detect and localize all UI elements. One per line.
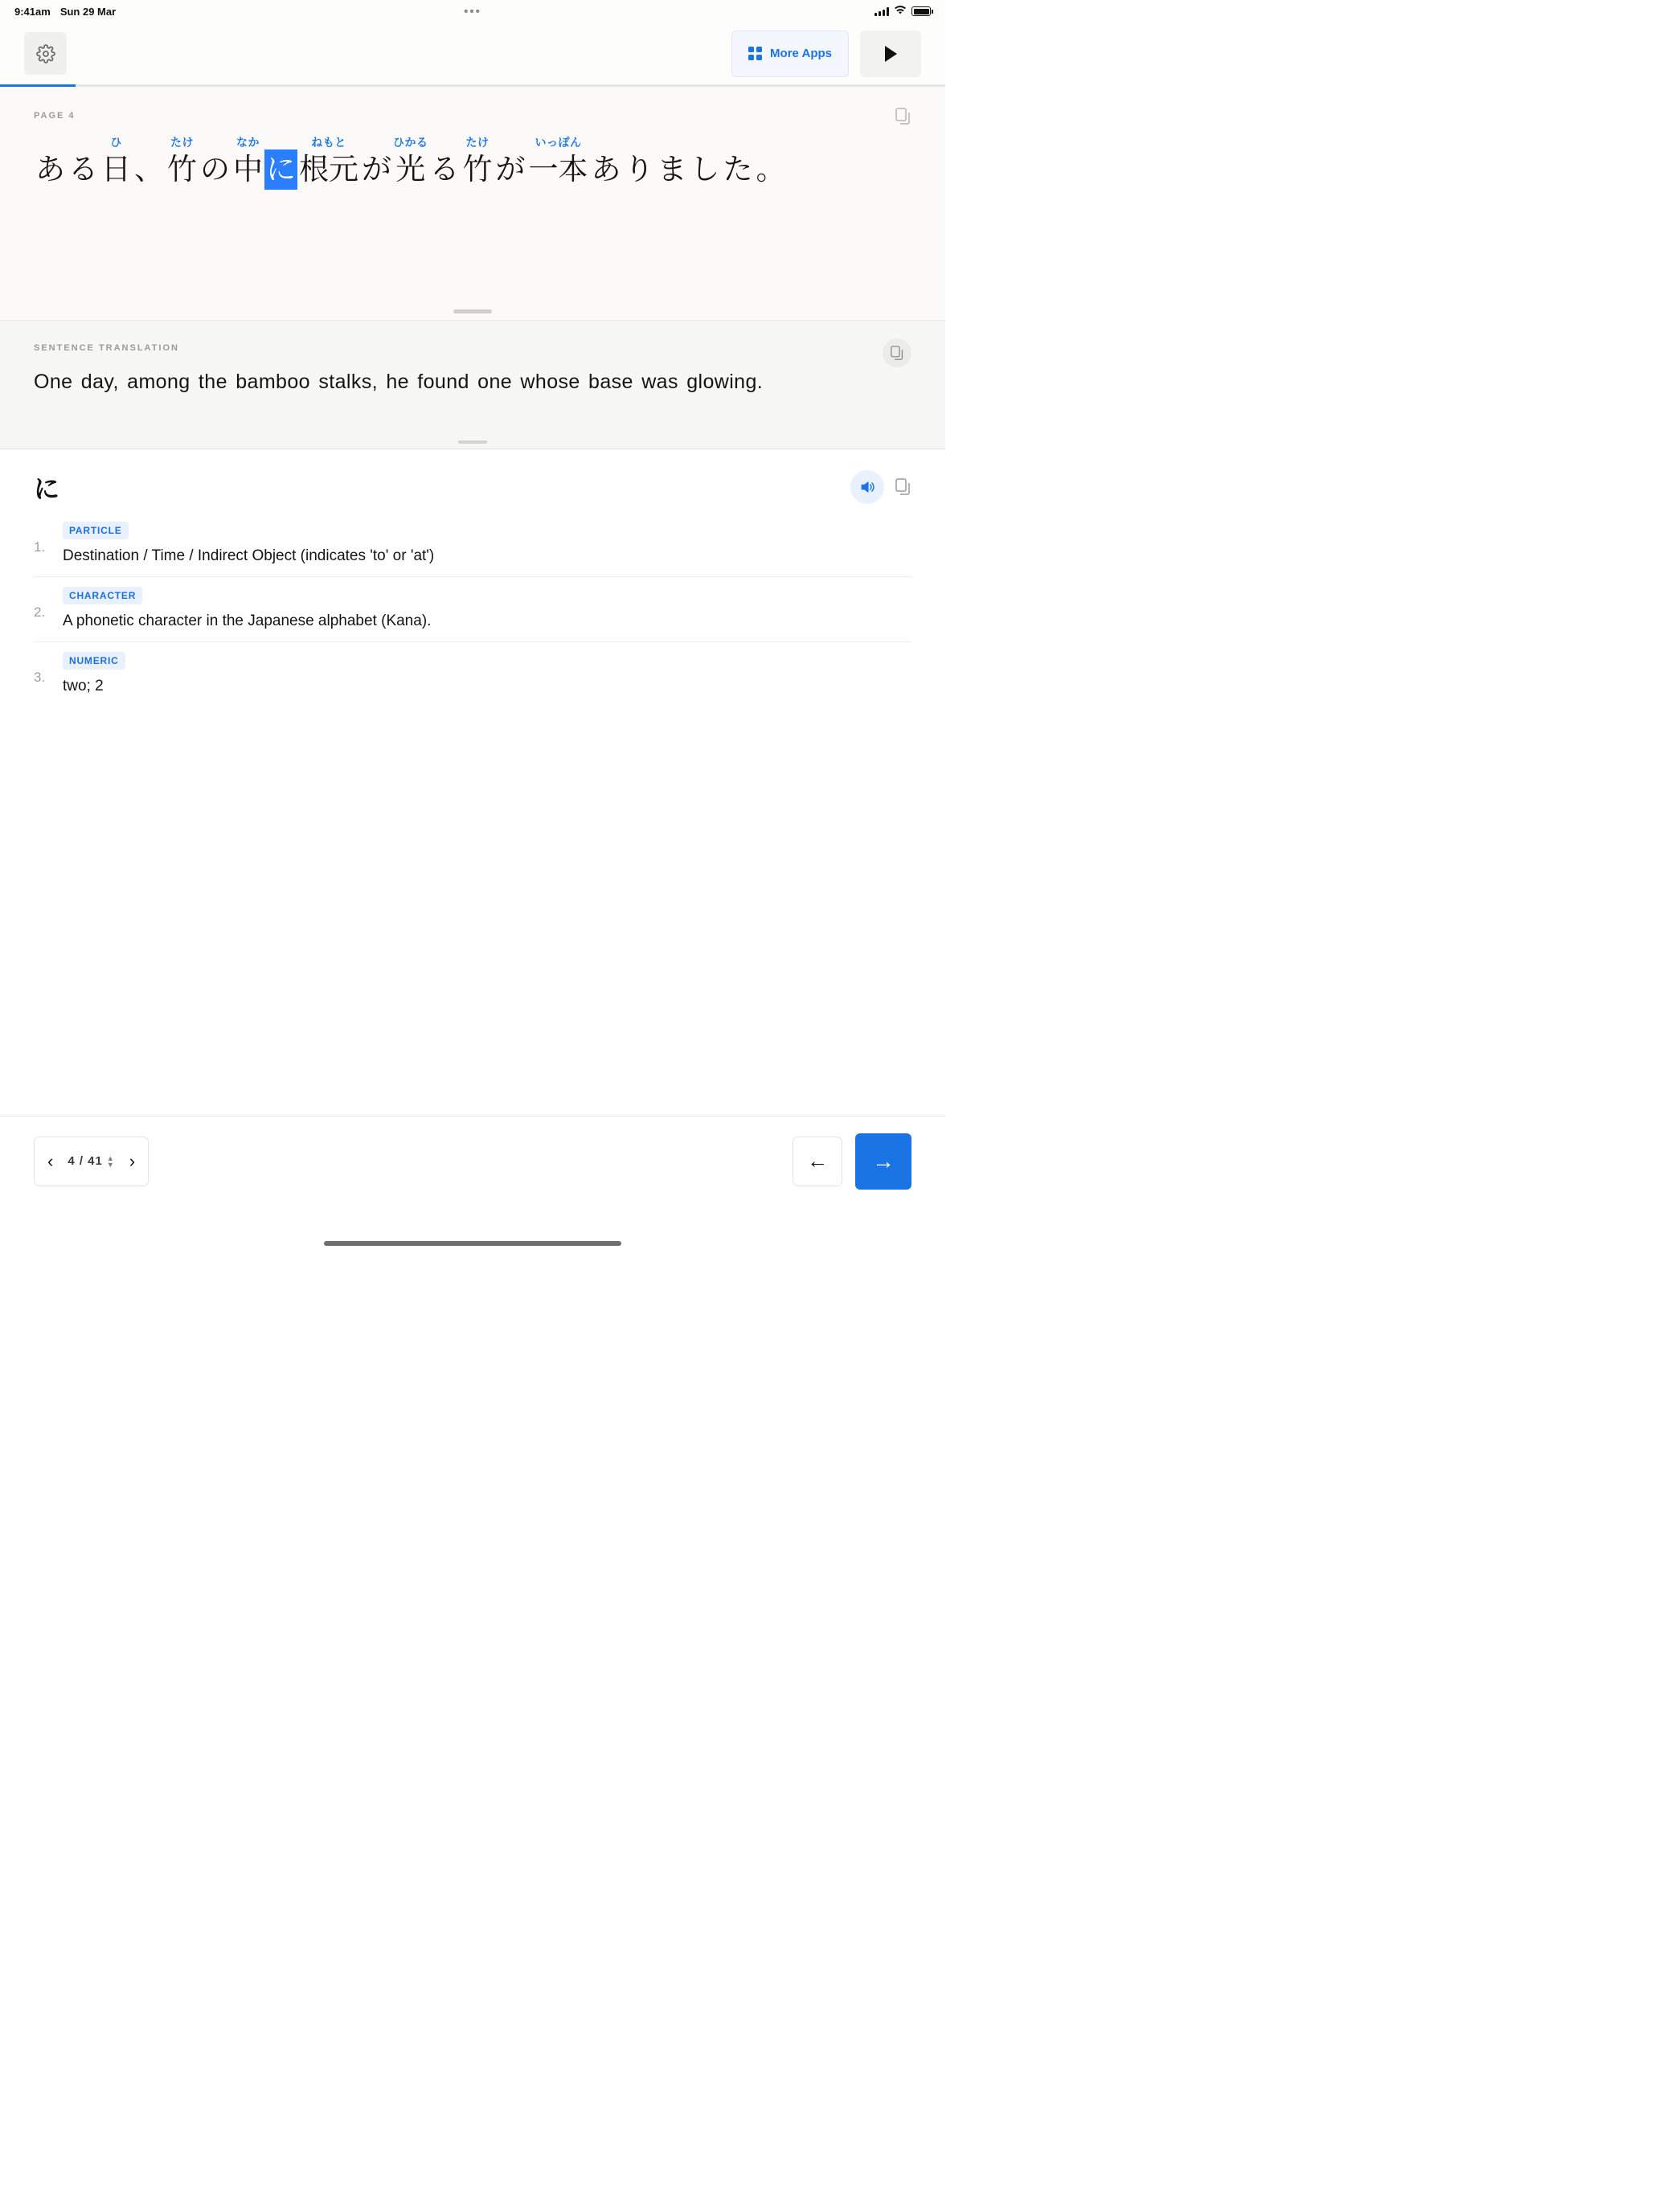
page-counter[interactable] — [68, 1154, 114, 1168]
token-text: 日 — [101, 153, 131, 186]
token-text: あ — [591, 153, 621, 186]
definition-body — [63, 522, 911, 565]
definition-text: two; 2 — [63, 678, 104, 694]
sentence-token[interactable] — [428, 135, 461, 190]
speaker-icon[interactable] — [850, 470, 884, 504]
definition-header — [34, 469, 911, 506]
definition-body — [63, 652, 911, 695]
copy-icon-sentence[interactable] — [895, 108, 911, 129]
grid-icon — [748, 47, 762, 60]
token-text: る — [68, 153, 98, 186]
status-bar-right — [875, 6, 931, 17]
token-text: 、 — [134, 153, 164, 186]
translation-panel-drag-handle[interactable] — [458, 440, 487, 444]
token-furigana: たけ — [465, 136, 490, 149]
gear-icon[interactable] — [24, 32, 67, 75]
translation-text: One day, among the bamboo stalks, he found one whose base was glowing. — [34, 371, 764, 393]
previous-button[interactable]: ← — [793, 1137, 842, 1186]
definition-tag: CHARACTER — [63, 587, 142, 604]
copy-icon-definition[interactable] — [895, 478, 911, 496]
definition-number: 2. — [34, 604, 46, 620]
status-bar — [0, 0, 945, 23]
token-furigana: ねもと — [311, 136, 346, 149]
token-text: し — [690, 153, 720, 186]
sentence-token[interactable] — [297, 135, 360, 190]
top-toolbar — [0, 23, 945, 84]
home-indicator — [324, 1241, 621, 1246]
sentence-token[interactable] — [623, 135, 656, 190]
status-time: 9:41am — [14, 5, 51, 18]
definition-entry — [34, 652, 911, 707]
token-text: 竹 — [462, 153, 493, 186]
sentence-panel — [0, 87, 945, 320]
token-furigana: たけ — [170, 136, 194, 149]
definition-tag: NUMERIC — [63, 652, 125, 670]
sentence-token[interactable] — [656, 135, 689, 190]
sentence-tokens[interactable] — [34, 135, 911, 190]
next-button[interactable]: → — [855, 1133, 911, 1190]
translation-label: SENTENCE TRANSLATION — [34, 343, 179, 353]
page-label: PAGE 4 — [34, 111, 76, 121]
definition-number: 1. — [34, 539, 46, 555]
copy-icon-translation[interactable] — [883, 338, 911, 367]
definition-word: に — [34, 474, 60, 503]
cellular-signal-icon — [875, 7, 889, 16]
translation-panel — [0, 320, 945, 449]
sentence-token[interactable] — [689, 135, 722, 190]
play-icon — [885, 46, 897, 62]
token-furigana: ひ — [110, 136, 122, 149]
chevron-left-icon[interactable]: ‹ — [47, 1150, 54, 1171]
token-furigana: いっぽん — [535, 136, 582, 149]
token-text: に — [264, 150, 297, 190]
token-text: 根元 — [299, 153, 358, 186]
token-text: 中 — [233, 153, 263, 186]
navigation-buttons — [793, 1133, 911, 1190]
definition-list — [34, 522, 911, 707]
status-date: Sun 29 Mar — [59, 5, 117, 18]
sentence-token[interactable] — [360, 135, 393, 190]
sentence-token[interactable] — [166, 135, 199, 190]
token-text: 。 — [756, 153, 786, 186]
token-text: た — [723, 153, 753, 186]
sentence-token[interactable] — [199, 135, 231, 190]
definition-entry — [34, 522, 911, 577]
definition-body — [63, 587, 911, 630]
battery-icon — [911, 6, 931, 16]
sentence-token[interactable] — [494, 135, 527, 190]
bottom-bar — [0, 1116, 945, 1206]
sentence-token[interactable] — [133, 135, 166, 190]
sentence-token[interactable] — [67, 135, 100, 190]
token-text: の — [200, 153, 230, 186]
status-dots-icon: ••• — [464, 4, 481, 18]
page-stepper[interactable] — [34, 1137, 149, 1186]
definition-actions — [850, 470, 911, 504]
definition-entry — [34, 587, 911, 642]
more-apps-button[interactable] — [731, 31, 849, 77]
token-text: ま — [657, 153, 687, 186]
page-counter-text: 4 / 41 — [68, 1154, 103, 1168]
sentence-token[interactable] — [461, 135, 494, 190]
token-furigana: なか — [236, 136, 260, 149]
token-text: る — [429, 153, 460, 186]
play-button[interactable] — [860, 31, 921, 77]
more-apps-label: More Apps — [770, 47, 832, 60]
token-text: 竹 — [167, 153, 197, 186]
sentence-token[interactable] — [755, 135, 788, 190]
sentence-token[interactable] — [100, 135, 133, 190]
sentence-token[interactable] — [264, 135, 297, 190]
definition-tag: PARTICLE — [63, 522, 129, 539]
sentence-panel-drag-handle[interactable] — [453, 309, 492, 313]
token-text: り — [624, 153, 654, 186]
token-text: 一本 — [528, 153, 588, 186]
token-text: 光 — [395, 153, 426, 186]
sentence-token[interactable] — [590, 135, 623, 190]
token-text: が — [495, 153, 526, 186]
wifi-icon — [894, 6, 907, 17]
sentence-token[interactable] — [34, 135, 67, 190]
chevron-right-icon[interactable]: › — [129, 1150, 136, 1171]
definition-number: 3. — [34, 670, 46, 685]
definition-panel — [0, 449, 945, 1047]
token-furigana: ひかる — [393, 136, 428, 149]
sentence-token[interactable] — [393, 135, 428, 190]
sentence-token[interactable] — [527, 135, 590, 190]
sentence-token[interactable] — [722, 135, 755, 190]
token-text: が — [362, 153, 391, 186]
token-text: あ — [35, 153, 65, 186]
definition-text: A phonetic character in the Japanese alphabet (Kana). — [63, 612, 432, 629]
stepper-arrows-icon[interactable]: ▲ ▼ — [106, 1153, 115, 1169]
sentence-token[interactable] — [231, 135, 264, 190]
status-bar-left — [14, 6, 116, 18]
definition-text: Destination / Time / Indirect Object (indicates 'to' or 'at') — [63, 547, 435, 564]
